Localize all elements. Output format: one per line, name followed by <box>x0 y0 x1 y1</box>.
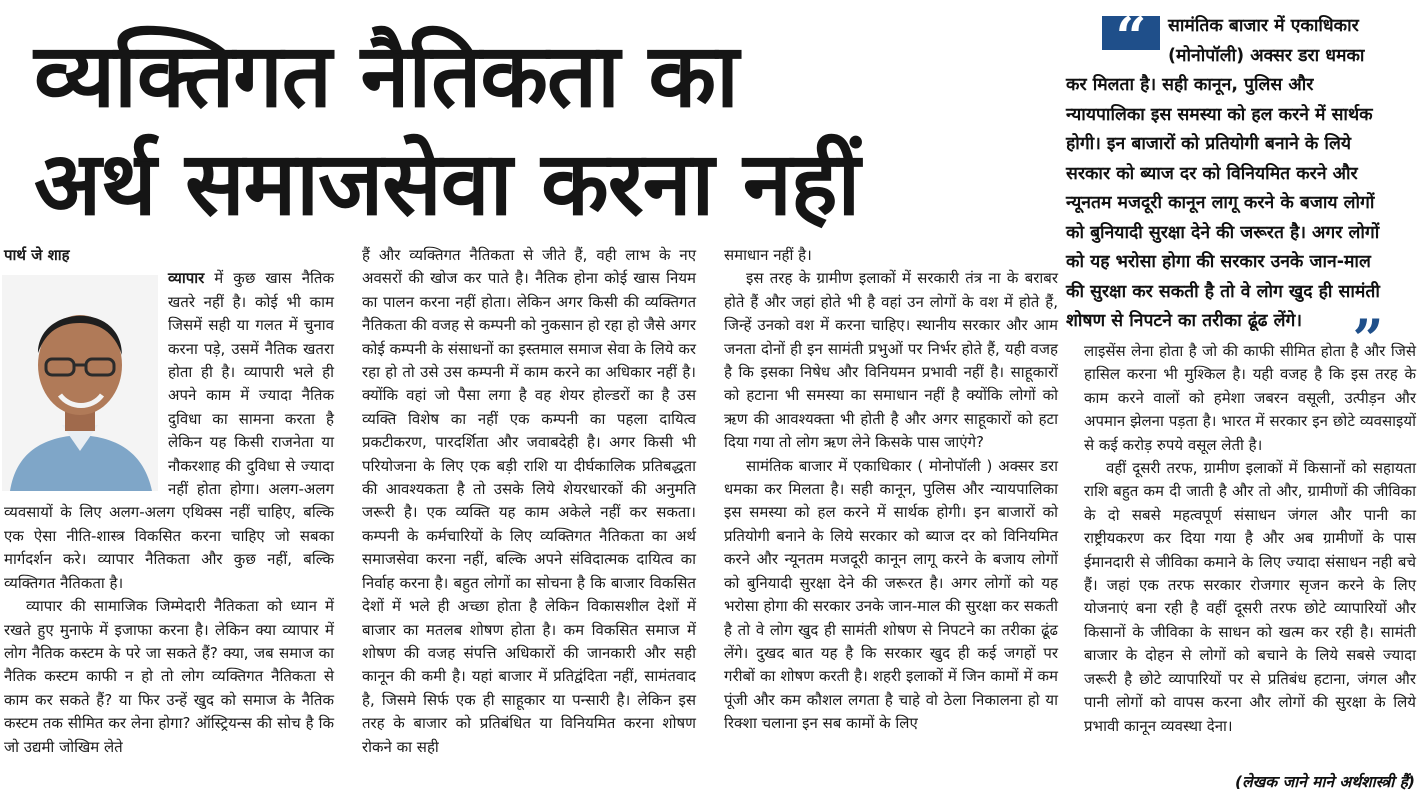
author-byline: पार्थ जे शाह <box>4 246 70 264</box>
pull-quote <box>1066 5 1391 371</box>
pull-quote-text: सामंतिक बाजार में एकाधिकार (मोनोपॉली) अक्सर डरा धमका कर मिलता है। सही कानून, पुलिस और न्यायपालिका इस समस्या को हल करने में सार्थक होगी। इन बाजारों को प्रतियोगी बनाने के लिये सरकार को ब्याज दर को विनियमित करने और न्यूनतम मजदूरी कानून लागू करने के बजाय लोगों को बुनियादी सुरक्षा देने की जरूरत है। अगर लोगों को यह भरोसा होगा की सरकार उनके जान-माल की सुरक्षा कर सकती है तो वे लोग खुद ही सामंती शोषण से निपटने का तरीका ढूंढ लेंगे। <box>1066 16 1380 331</box>
lead-word: व्यापार <box>168 269 205 288</box>
paragraph-5: इस तरह के ग्रामीण इलाकों में सरकारी तंत्र ना के बराबर होते हैं और जहां होते भी है वहां उन लोगों के वश में होते हैं, जिन्हें उनको वश में करना चाहिए। स्थानीय सरकार और आम जनता दोनों ही इन सामंती प्रभुओं पर निर्भर होते हैं, यही वजह है कि इसका निषेध और विनियमन प्रभावी नहीं है। साहूकारों को हटाना भी समस्या का समाधान नहीं है क्योंकि लोगों को ऋण की आवश्यक्ता भी होती है और अगर साहूकारों को हटा दिया गया तो लोग ऋण लेने किसके पास जाएंगे? <box>724 269 1058 452</box>
paragraph-4: समाधान नहीं है। <box>724 246 812 264</box>
headline-line-2: अर्थ समाजसेवा करना नहीं <box>34 132 860 235</box>
headline <box>34 22 860 238</box>
article-column-2 <box>362 244 696 794</box>
paragraph-8: वहीं दूसरी तरफ, ग्रामीण इलाकों में किसानों को सहायता राशि बहुत कम दी जाती है और तो और, ग्रामीणों की जीविका के दो सबसे महत्वपूर्ण संसाधन जंगल और पानी का राष्ट्रीयकरण कर दिया गया है और अब ग्रामीणों के पास ईमानदारी से जीविका कमाने के लिए ज्यादा संसाधन नही बचे हैं। जहां एक तरफ सरकार रोजगार सृजन करने के लिए योजनाएं बना रही है वहीं दूसरी तरफ छोटे व्यापारियों और किसानों के जीविका के साधन को खत्म कर रही है। सामंती बाजार के दोहन से लोगों को बचाने के लिये सबसे ज्यादा जरूरी है छोटे व्यापारियों पर से प्रतिबंध हटाना, जंगल और पानी लोगों को वापस करना और लोगों की सुरक्षा के लिये प्रभावी कानून व्यवस्था देना। <box>1084 459 1416 735</box>
author-note: (लेखक जाने माने अर्थशास्त्री हैं) <box>1235 773 1415 791</box>
quote-open-icon <box>1102 5 1160 69</box>
paragraph-2: व्यापार की सामाजिक जिम्मेदारी नैतिकता को ध्यान में रखते हुए मुनाफे में इजाफा करना है। लेकिन क्या व्यापार में लोग नैतिक कस्टम के परे जा सकते हैं? क्या, जब समाज का नैतिक कस्टम काफी न हो तो लोग व्यक्तिगत नैतिकता से काम कर सकते हैं? या फिर उन्हें खुद को समाज के नैतिक कस्टम तक सीमित कर लेना होगा? ऑस्ट्रियन्स की सोच है कि जो उद्यमी जोखिम लेते <box>4 597 334 756</box>
article-column-3 <box>724 244 1058 794</box>
paragraph-1 <box>4 267 334 595</box>
author-portrait-image <box>2 275 158 491</box>
svg-text:“: “ <box>1115 5 1147 69</box>
headline-line-1: व्यक्तिगत नैतिकता का <box>34 24 738 127</box>
article-column-1 <box>4 244 334 794</box>
paragraph-6: सामंतिक बाजार में एकाधिकार ( मोनोपॉली ) अक्सर डरा धमका कर मिलता है। सही कानून, पुलिस और न्यायपालिका इस समस्या को हल करने में सार्थक होगी। इन बाजारों को प्रतियोगी बनाने के लिये सरकार को ब्याज दर को विनियमित करने और न्यूनतम मजदूरी कानून लागू करने के बजाय लोगों को बुनियादी सुरक्षा देने की जरूरत है। अगर लोगों को यह भरोसा होगा की सरकार उनके जान-माल की सुरक्षा कर सकती है तो वे लोग खुद ही सामंती शोषण से निपटने का तरीका ढूंढ लेंगे। दुखद बात यह है कि सरकार खुद ही कई जगहों पर गरीबों का शोषण करती है। शहरी इलाकों में जिन कामों में कम पूंजी और कम कौशल लगता है चाहे वो ठेला निकालना हो या रिक्शा चलाना इन सब कामों के लिए <box>724 456 1058 733</box>
paragraph-7: लाइसेंस लेना होता है जो की काफी सीमित होता है और जिसे हासिल करना भी मुश्किल है। यही वजह है कि इस तरह के काम करने वालों को हमेशा जबरन वसूली, उत्पीड़न और अपमान झेलना पड़ता है। भारत में सरकार इन छोटे व्यवसाइयों से कई करोड़ रुपये वसूल लेती है। <box>1084 342 1416 454</box>
author-photo <box>2 275 158 491</box>
article-column-4 <box>1084 340 1416 770</box>
svg-text:”: ” <box>1352 307 1384 371</box>
paragraph-3: हैं और व्यक्तिगत नैतिकता से जीते हैं, वही लाभ के नए अवसरों की खोज कर पाते है। नैतिक होना कोई खास नियम का पालन करना नहीं होता। लेकिन अगर किसी की व्यक्तिगत नैतिकता की वजह से कम्पनी को नुकसान हो रहा हो जैसे अगर कोई कम्पनी के संसाधनों का इस्तमाल समाज सेवा के लिये कर रहा हो तो उसे उस कम्पनी में काम करने का अधिकार नहीं है। क्योंकि वहां जो पैसा लगा है वह शेयर होल्डरों का है उस व्यक्ति विशेष का नहीं एक कम्पनी का पहला दायित्व प्रकटीकरण, पारदर्शिता और जवाबदेही है। अगर किसी भी परियोजना के लिए एक बड़ी राशि या दीर्घकालिक प्रतिबद्धता की आवश्यकता है तो उसके लिये शेयरधारकों की अनुमति जरूरी है। एक व्यक्ति यह काम अकेले नहीं कर सकता। कम्पनी के कर्मचारियों के लिए व्यक्तिगत नैतिकता का अर्थ समाजसेवा करना नहीं, बल्कि अपने संविदात्मक दायित्व का निर्वाह करना है। बहुत लोगों का सोचना है कि बाजार विकसित देशों में भले ही अच्छा होता है लेकिन विकासशील देशों में बाजार का मतलब शोषण होता है। कम विकसित समाज में शोषण की वजह संपत्ति अधिकारों की जानकारी और सही कानून की कमी है। यहां बाजार में प्रतिद्वंदिता नहीं, सामंतवाद है, जिसमे सिर्फ एक ही साहूकार या पन्सारी है। लेकिन इस तरह के बाजार को प्रतिबंधित या विनियमित करना शोषण रोकने का सही <box>362 246 696 756</box>
paragraph-1-text: में कुछ खास नैतिक खतरे नहीं है। कोई भी काम जिसमें सही या गलत में चुनाव करना पड़े, उसमें नैतिक खतरा होता ही है। व्यापारी भले ही अपने काम में ज्यादा नैतिक दुविधा का सामना करता है लेकिन यह किसी राजनेता या नौकरशाह की दुविधा से ज्यादा नहीं होता होगा। अलग-अलग व्यवसायों के लिए अलग-अलग एथिक्स नहीं चाहिए, बल्कि एक ऐसा नीति-शास्त्र विकसित करना चाहिए जो सबका मार्गदर्शन करे। व्यापार नैतिकता और कुछ नहीं, बल्कि व्यक्तिगत नैतिकता है। <box>4 269 334 592</box>
